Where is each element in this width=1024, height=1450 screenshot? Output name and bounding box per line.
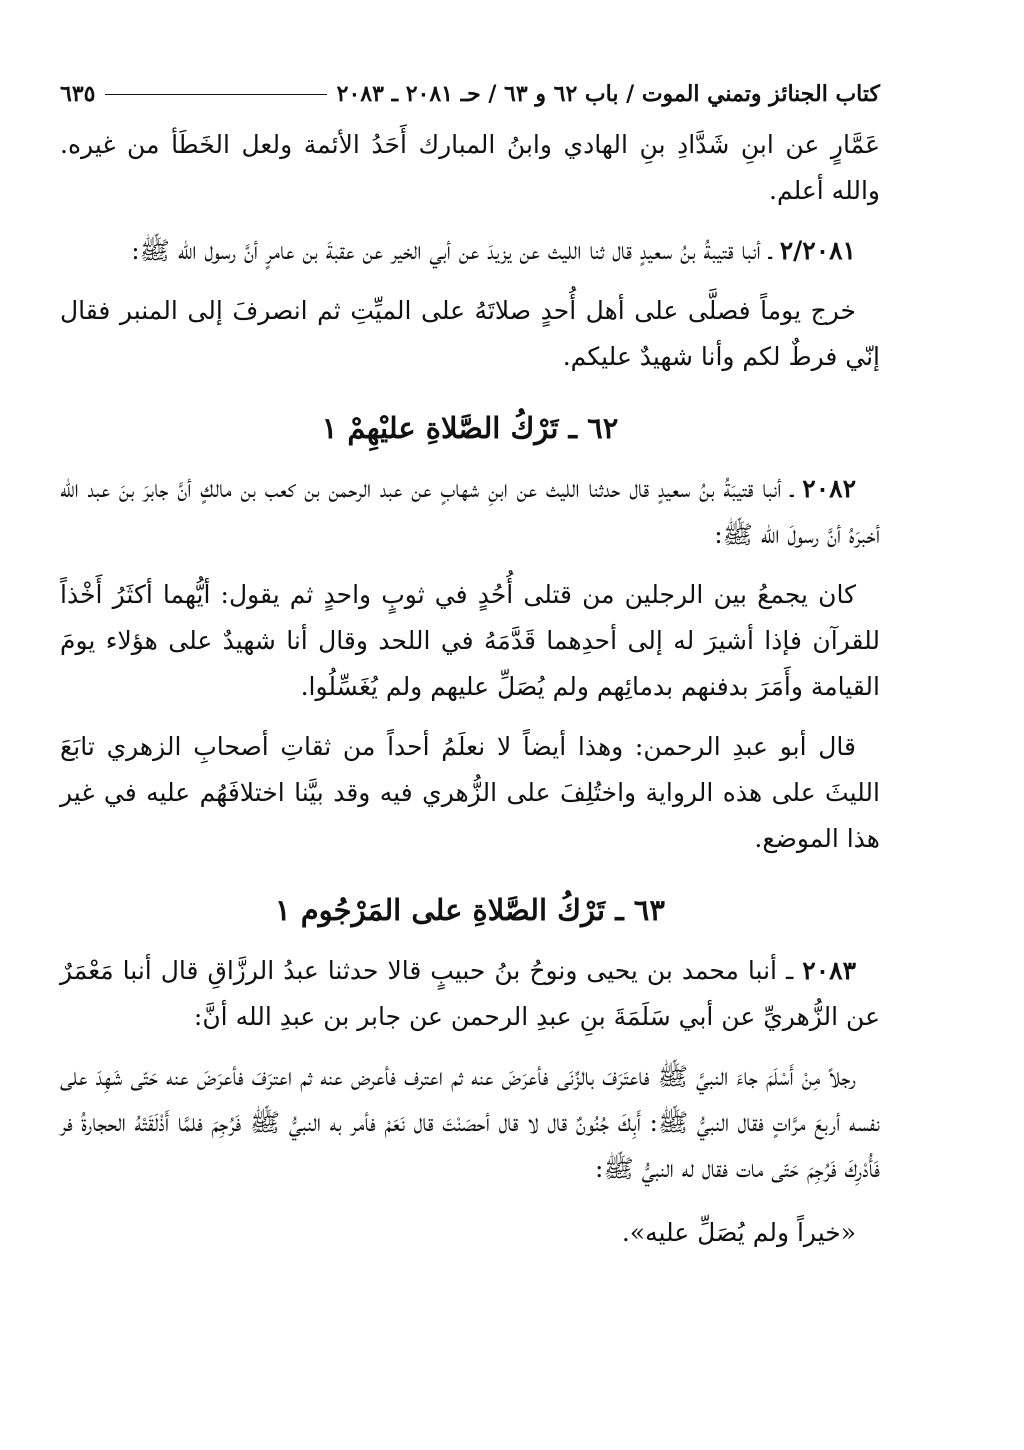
page	[60, 78, 880, 1256]
hadith-2081-number: ٢/٢٠٨١	[779, 236, 856, 265]
hadith-2082-isnad	[60, 466, 880, 558]
header-rule	[105, 94, 326, 95]
page-number: ٦٣٥	[60, 81, 96, 107]
section-heading-62: ٦٢ ـ تَرْكُ الصَّلاةِ عليْهِمْ ١	[321, 411, 619, 445]
hadith-2081-isnad-text: ـ أنبا قتيبةُ بنُ سعيدٍ قال ثنا الليث عن يزيدَ عن أبي الخير عن عقبةَ بن عامرٍ أنَّ رسول الله ﷺ:	[131, 236, 772, 265]
hadith-2081-matn: خرج يوماً فصلَّى على أهل أُحدٍ صلاتَهُ على الميِّتِ ثم انصرفَ إلى المنبر فقال إنّي فرطٌ لكم وأنا شهيدٌ عليكم.	[60, 296, 880, 371]
hadith-2083-quote: «خيراً ولم يُصَلِّ عليه».	[621, 1218, 856, 1247]
hadith-2083-isnad	[60, 948, 880, 1040]
hadith-2083-number: ٢٠٨٣	[802, 956, 857, 985]
running-header	[60, 78, 880, 110]
hadith-2081-isnad	[60, 228, 880, 274]
section-heading-63: ٦٣ ـ تَرْكُ الصَّلاةِ على المَرْجُوم ١	[275, 893, 665, 927]
hadith-2082-number: ٢٠٨٢	[802, 474, 857, 503]
paragraph-continuation: عَمَّارٍ عن ابنِ شَدَّادِ بنِ الهادي وابنُ المبارك أَحَدُ الأئمة ولعل الخَطَأ من غيره. والله أعلم.	[60, 130, 880, 205]
hadith-2083-matn: رجلاً مِنْ أَسْلَمَ جاءَ النبيَّ ﷺ فاعتَرَفَ بالزِّنَى فأعرَضَ عنه ثم اعترف فأعرض عنه ثم اعترَفَ فأعرَضَ عنه حَتّى شَهِدَ على نفسه أربعَ مرَّاتٍ فقال النبيُّ ﷺ: أَبِكَ جُنُونٌ قال لا قال أحصَنْتَ قال نَعَمْ فأمر به النبيُّ ﷺ فَرُجِمَ فلمَّا أَذْلَقَتْهُ الحجارةُ فر فَأُدْرِكَ فَرُجِمَ حَتّى مات فقال له النبيُّ ﷺ:	[60, 1062, 880, 1183]
hadith-2083-isnad-text: ـ أنبا محمد بن يحيى ونوحُ بنُ حبيبٍ قالا حدثنا عبدُ الرزَّاقِ قال أنبا مَعْمَرٌ عن الزُّهريِّ عن أبي سَلَمَةَ بنِ عبدِ الرحمن عن جابر بن عبدِ الله أنَّ:	[60, 956, 880, 1031]
hadith-2082-comment: قال أبو عبدِ الرحمن: وهذا أيضاً لا نعلَمُ أحداً من ثقاتِ أصحابِ الزهري تابَعَ الليثَ على هذه الرواية واختُلِفَ على الزُّهري فيه وقد بيَّنا اختلافَهُم عليه في غير هذا الموضع.	[60, 732, 880, 853]
header-title: كتاب الجنائز وتمني الموت / باب ٦٢ و ٦٣ / حـ ٢٠٨١ ـ ٢٠٨٣	[336, 81, 880, 107]
hadith-2082-isnad-text: ـ أنبا قتيبَةُ بنُ سعيدٍ قال حدثنا الليث عن ابنِ شهابٍ عن عبد الرحمن بن كعب بن مالكٍ أنَّ جابرَ بنَ عبد الله أخبرَهُ أنَّ رسولَ الله ﷺ:	[60, 474, 880, 549]
hadith-2082-matn: كان يجمعُ بين الرجلين من قتلى أُحُدٍ في ثوبٍ واحدٍ ثم يقول: أيُّهما أكثَرُ أَخْذاً للقرآن فإذا أشيرَ له إلى أحدِهما قَدَّمَهُ في اللحد وقال أنا شهيدٌ على هؤلاء يومَ القيامة وأَمَرَ بدفنهم بدمائِهم ولم يُصَلِّ عليهم ولم يُغَسِّلُوا.	[60, 580, 880, 701]
